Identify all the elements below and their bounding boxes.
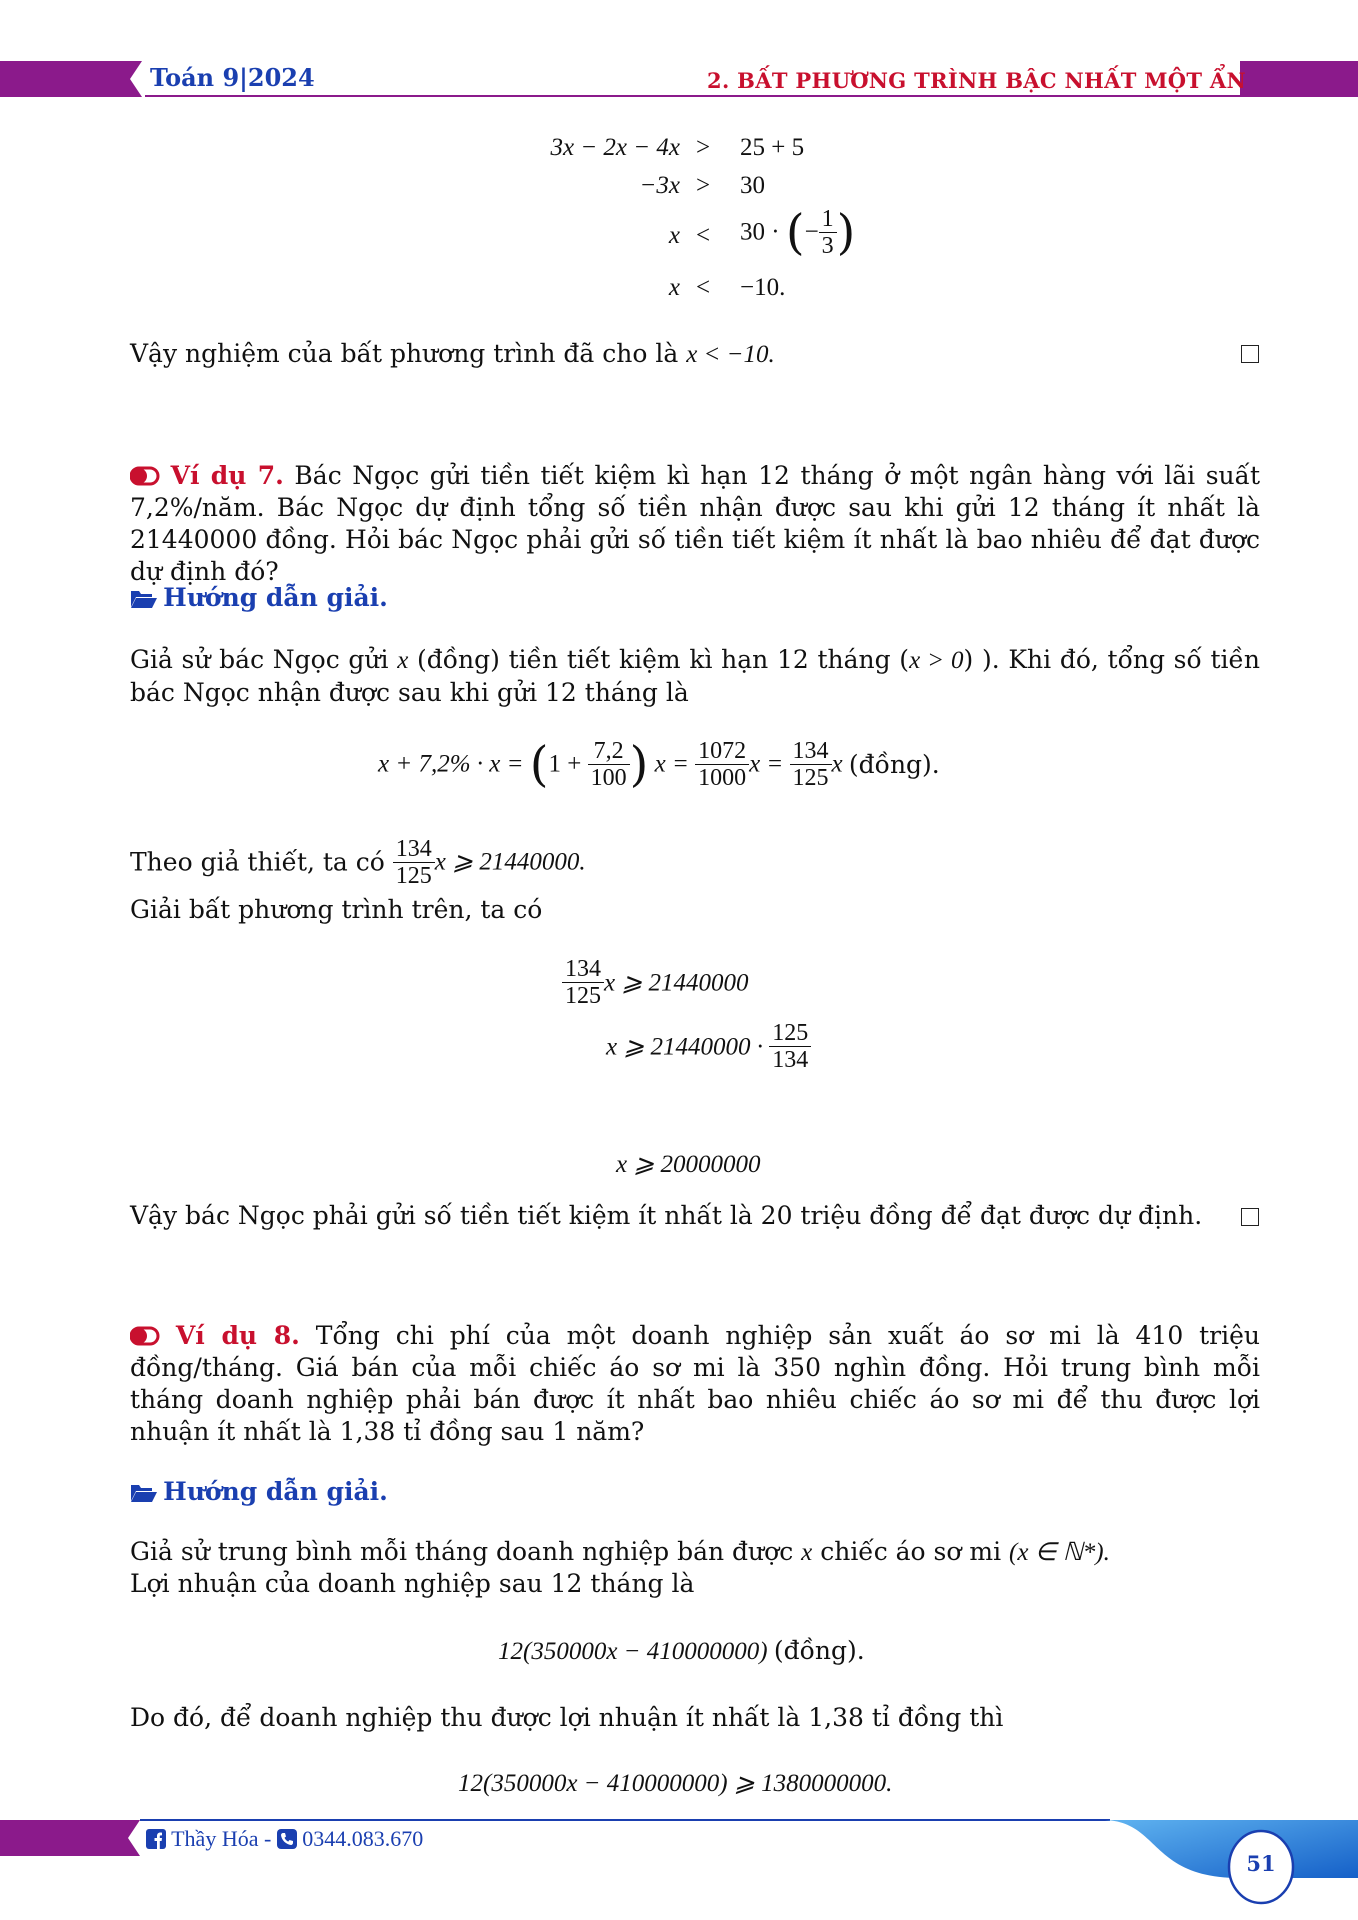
solution-8-label: Hướng dẫn giải. [163, 1477, 388, 1506]
folder-open-icon [130, 1481, 158, 1503]
solution-8-para-1 [130, 1536, 1260, 1569]
fraction-den: 1000 [698, 765, 747, 791]
step4-rhs: −10. [740, 274, 786, 301]
step1-rhs: 25 + 5 [740, 134, 805, 161]
eq-total-b: x = [654, 750, 689, 778]
fraction-num: 1072 [695, 738, 749, 765]
solve-step-2-text: x ⩾ 21440000 · [606, 1033, 764, 1061]
s8-p1-cond: (x ∈ ℕ*). [1009, 1539, 1110, 1566]
s8-p1-a: Giả sử trung bình mỗi tháng doanh nghiệp bán được [130, 1537, 802, 1566]
step4-lhs: x [668, 274, 680, 301]
step4-rel: < [696, 274, 711, 301]
footer-contact [146, 1826, 423, 1852]
profit-expression-unit: (đồng). [773, 1636, 865, 1665]
solution-7-heading [130, 583, 388, 612]
phone-icon[interactable] [277, 1829, 297, 1849]
solution-7-para-2 [130, 836, 586, 889]
example-8-text: Tổng chi phí của một doanh nghiệp sản xuất áo sơ mi là 410 triệu đồng/tháng. Giá bán của mỗi chiếc áo sơ mi là 350 nghìn đồng. Hỏi trung bình mỗi tháng doanh nghiệp phải bán được ít nhất bao nhiêu chiếc áo sơ mi để thu được lợi nhuận ít nhất là 1,38 tỉ đồng sau 1 năm? [130, 1321, 1261, 1446]
fraction-num: 134 [393, 836, 435, 863]
fraction-den: 134 [772, 1047, 809, 1073]
fraction-den: 3 [821, 233, 834, 259]
step2-lhs: −3x [639, 172, 680, 199]
profit-expression [498, 1636, 865, 1666]
s7-p1-b: (đồng) tiền tiết kiệm kì hạn 12 tháng ( [408, 645, 910, 674]
paren-left: ( [785, 204, 805, 261]
s8-p1-b: chiếc áo sơ mi [812, 1537, 1010, 1566]
paren-right: ) [836, 204, 856, 261]
example-7-label: Ví dụ 7. [170, 461, 284, 490]
solution-8-heading [130, 1477, 388, 1506]
solution-7-para-3: Giải bất phương trình trên, ta có [130, 895, 543, 924]
step1-lhs: 3x − 2x − 4x [550, 134, 680, 161]
paren-right: ) [629, 736, 649, 793]
eq-total-one: 1 + [548, 750, 582, 778]
solution-7-para-1 [130, 644, 1260, 709]
s8-p1-x: x [801, 1539, 813, 1566]
fraction-num: 125 [769, 1020, 811, 1047]
qed-square [1241, 1208, 1259, 1226]
footer-phone: 0344.083.670 [302, 1826, 424, 1851]
s7-p1-a: Giả sử bác Ngọc gửi [130, 645, 398, 674]
profit-expression-math: 12(350000x − 410000000) [498, 1638, 768, 1665]
eq-total-c: x = [749, 750, 784, 778]
conclusion-1-text: Vậy nghiệm của bất phương trình đã cho là [130, 339, 687, 368]
s7-p1-cond: x > 0 [909, 647, 964, 674]
profit-inequality: 12(350000x − 410000000) ⩾ 1380000000. [458, 1770, 893, 1797]
s7-p1-x: x [397, 647, 409, 674]
fraction-one-third [819, 206, 837, 259]
fraction-7-2-over-100 [588, 738, 630, 791]
step1-rel: > [696, 134, 711, 161]
fraction-num: 7,2 [588, 738, 630, 765]
solution-8-para-2: Lợi nhuận của doanh nghiệp sau 12 tháng là [130, 1569, 695, 1598]
solve-step-1-text: x ⩾ 21440000 [604, 969, 749, 997]
example-7 [130, 460, 1260, 588]
s7-p2-a: Theo giả thiết, ta có [130, 847, 393, 877]
fraction-num: 1 [819, 206, 837, 233]
s7-p2-b: x ⩾ 21440000. [434, 848, 586, 876]
fraction-134-over-125 [790, 738, 832, 791]
solve-step-3: x ⩾ 20000000 [616, 1151, 761, 1178]
eq-total-d: x [831, 750, 843, 778]
example-8 [130, 1320, 1260, 1448]
fraction-125-over-134 [769, 1020, 811, 1073]
fraction-den: 125 [565, 983, 601, 1009]
step2-rhs: 30 [740, 172, 765, 199]
conclusion-1-math: x < −10. [686, 341, 775, 368]
conclusion-7: Vậy bác Ngọc phải gửi số tiền tiết kiệm ít nhất là 20 triệu đồng để đạt được dự định. [130, 1201, 1203, 1230]
paren-left: ( [529, 736, 549, 793]
solve-step-1 [562, 956, 749, 1009]
solve-step-2 [606, 1020, 811, 1073]
fraction-num: 134 [790, 738, 832, 765]
fraction-1072-over-1000 [695, 738, 749, 791]
conclusion-1 [130, 338, 1260, 371]
example-7-text: Bác Ngọc gửi tiền tiết kiệm kì hạn 12 tháng ở một ngân hàng với lãi suất 7,2%/năm. Bác Ngọc dự định tổng số tiền nhận được sau khi gửi 12 tháng ít nhất là 21440000 đồng. Hỏi bác Ngọc phải gửi số tiền tiết kiệm ít nhất là bao nhiêu để đạt được dự định đó? [130, 461, 1260, 586]
fraction-den: 100 [590, 765, 627, 791]
equation-total-amount [378, 738, 940, 791]
s7-p1-c: ) ). Khi đó, tổng số tiền bác Ngọc nhận được sau khi gửi 12 tháng là [130, 645, 1261, 707]
page-number: 51 [1246, 1851, 1276, 1876]
step3-lhs: x [668, 222, 680, 249]
step3-rel: < [696, 222, 711, 249]
step3-rhs-factor: 30 · [740, 218, 780, 246]
header-left-title: Toán 9|2024 [150, 63, 315, 92]
fraction-134-over-125 [562, 956, 604, 1009]
toggle-icon [130, 1326, 160, 1346]
example-8-label: Ví dụ 8. [175, 1321, 300, 1350]
toggle-icon [130, 466, 160, 486]
header-right-title: 2. BẤT PHƯƠNG TRÌNH BẬC NHẤT MỘT ẨN [707, 68, 1246, 93]
folder-open-icon [130, 587, 158, 609]
facebook-icon[interactable] [146, 1829, 166, 1849]
step3-minus: − [804, 218, 819, 246]
step3-rhs [740, 206, 855, 259]
fraction-den: 125 [395, 863, 432, 889]
fraction-den: 125 [792, 765, 829, 791]
fraction-134-over-125 [393, 836, 435, 889]
eq-total-a: x + 7,2% · x = [378, 750, 524, 778]
eq-total-unit: (đồng). [848, 750, 940, 779]
solution-8-para-3: Do đó, để doanh nghiệp thu được lợi nhuận ít nhất là 1,38 tỉ đồng thì [130, 1703, 1004, 1732]
footer-author: Thầy Hóa - [171, 1826, 277, 1851]
fraction-num: 134 [562, 956, 604, 983]
solution-7-label: Hướng dẫn giải. [163, 583, 388, 612]
qed-square [1241, 345, 1259, 363]
step2-rel: > [696, 172, 711, 199]
